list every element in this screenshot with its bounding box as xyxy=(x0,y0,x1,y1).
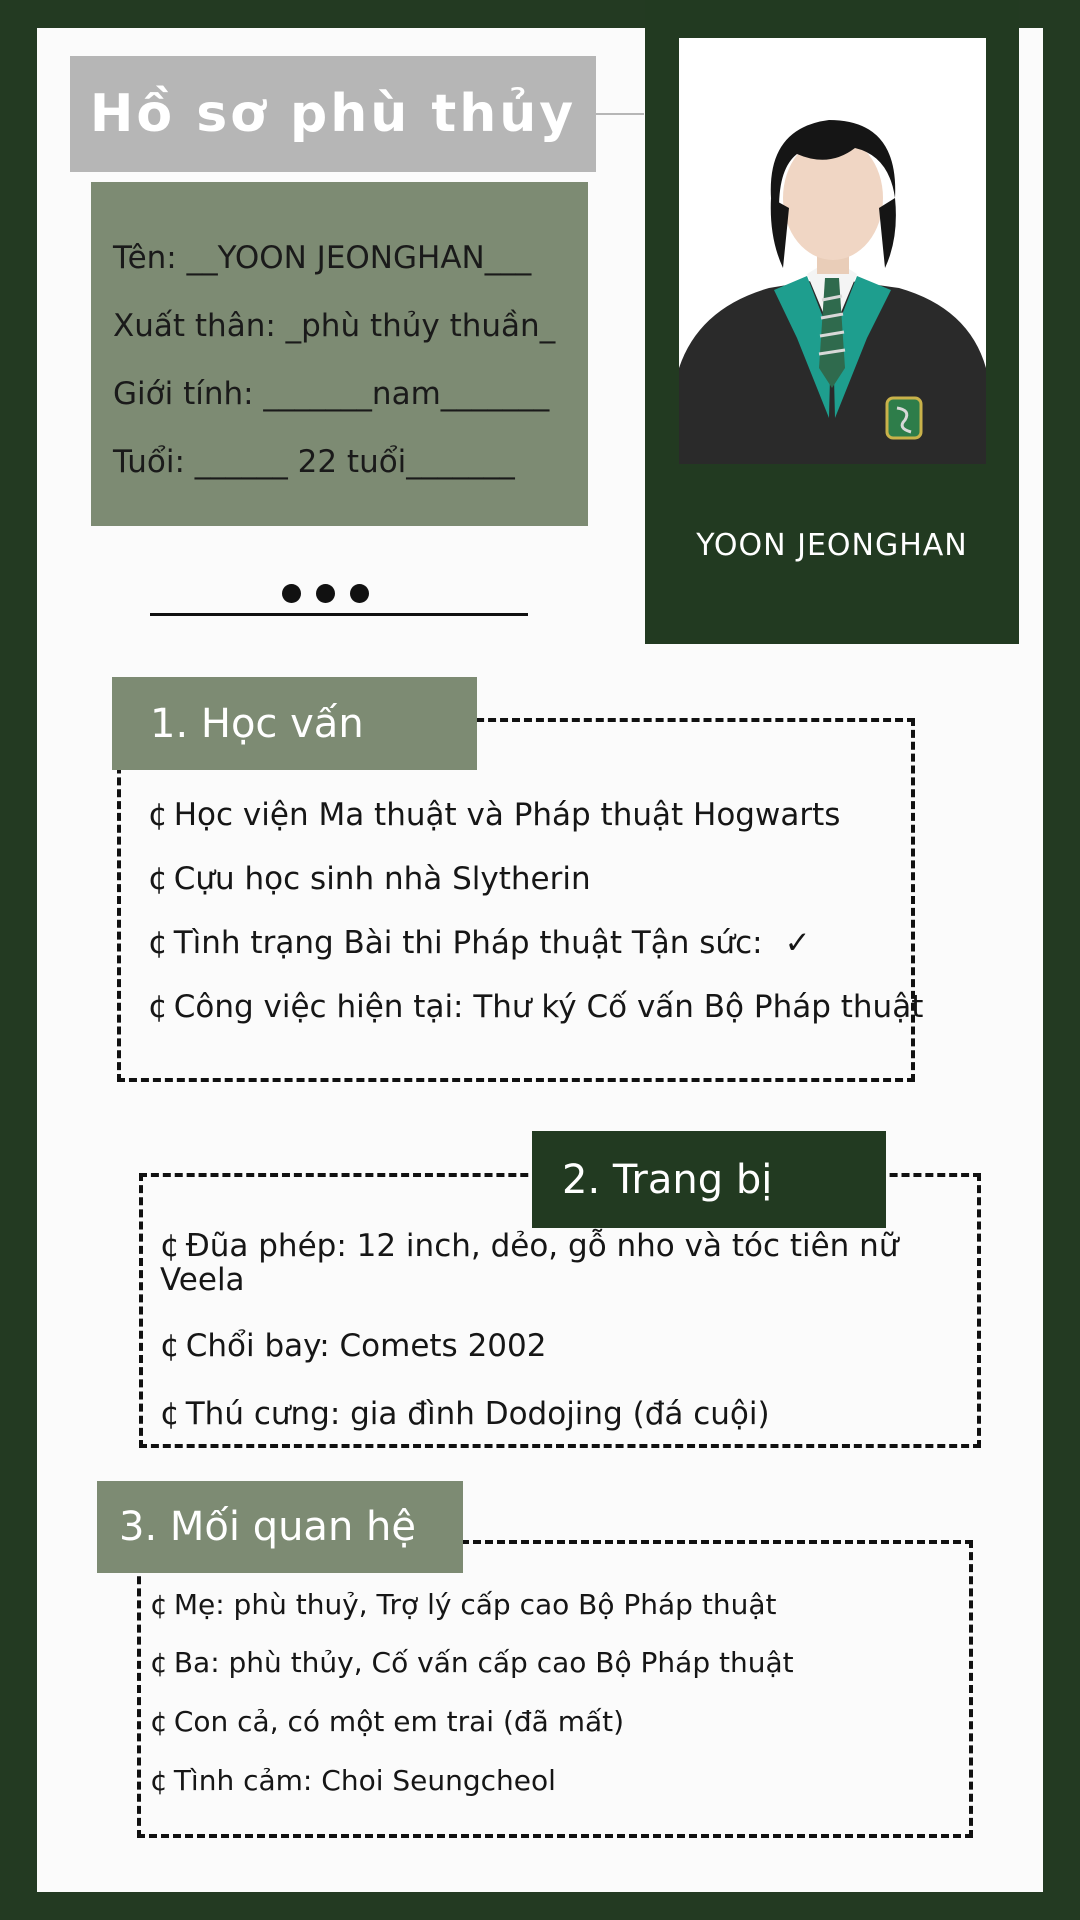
relationships-heading xyxy=(97,1481,463,1573)
relationship-item xyxy=(150,1588,776,1621)
equipment-item-text: Đũa phép: 12 inch, dẻo, gỗ nho và tóc tiên nữ Veela xyxy=(160,1228,899,1298)
title-banner xyxy=(70,56,596,172)
education-item xyxy=(148,797,840,833)
relationship-item xyxy=(150,1705,624,1738)
bullet-glyph: ¢ xyxy=(150,1764,168,1797)
name-field: Tên: __YOON JEONGHAN___ xyxy=(113,240,532,276)
education-item xyxy=(148,989,923,1025)
divider-line xyxy=(150,613,528,616)
profile-info-box xyxy=(91,182,588,526)
age-field: Tuổi: ______ 22 tuổi_______ xyxy=(113,444,515,480)
portrait-photo xyxy=(679,38,986,464)
education-item xyxy=(148,861,591,897)
relationships-heading-text: 3. Mối quan hệ xyxy=(119,1504,416,1550)
gender-field: Giới tính: _______nam_______ xyxy=(113,376,550,412)
education-heading-text: 1. Học vấn xyxy=(150,700,364,747)
photo-card xyxy=(645,0,1019,644)
relationship-item-text: Ba: phù thủy, Cố vấn cấp cao Bộ Pháp thuật xyxy=(173,1646,794,1679)
bullet-glyph: ¢ xyxy=(148,861,168,897)
divider-dot xyxy=(350,584,369,603)
education-box xyxy=(117,718,915,1082)
equipment-item xyxy=(160,1229,940,1297)
bullet-glyph: ¢ xyxy=(160,1228,180,1264)
slytherin-crest xyxy=(887,398,921,438)
equipment-heading-text: 2. Trang bị xyxy=(562,1156,773,1203)
education-heading xyxy=(112,677,477,770)
education-item-text: Cựu học sinh nhà Slytherin xyxy=(173,861,591,897)
bullet-glyph: ¢ xyxy=(150,1705,168,1738)
education-item-text: Học viện Ma thuật và Pháp thuật Hogwarts xyxy=(173,797,841,833)
divider-dot xyxy=(316,584,335,603)
bullet-glyph: ¢ xyxy=(150,1588,168,1621)
education-item-text: Tình trạng Bài thi Pháp thuật Tận sức: xyxy=(173,925,763,961)
bullet-glyph: ¢ xyxy=(148,797,168,833)
photo-caption: YOON JEONGHAN xyxy=(696,528,968,563)
equipment-item xyxy=(160,1328,546,1364)
bullet-glyph: ¢ xyxy=(150,1646,168,1679)
equipment-item-text: Thú cưng: gia đình Dodojing (đá cuội) xyxy=(185,1396,770,1432)
education-item-text: Công việc hiện tại: Thư ký Cố vấn Bộ Pháp thuật xyxy=(173,989,924,1025)
divider-dot xyxy=(282,584,301,603)
page-title: Hồ sơ phù thủy xyxy=(89,84,577,144)
bullet-glyph: ¢ xyxy=(148,989,168,1025)
relationship-item-text: Mẹ: phù thuỷ, Trợ lý cấp cao Bộ Pháp thuật xyxy=(173,1588,777,1621)
check-mark-icon: ✓ xyxy=(784,925,811,961)
relationship-item xyxy=(150,1764,556,1797)
relationship-item xyxy=(150,1646,794,1679)
bullet-glyph: ¢ xyxy=(160,1396,180,1432)
bullet-glyph: ¢ xyxy=(160,1328,180,1364)
relationship-item-text: Con cả, có một em trai (đã mất) xyxy=(173,1705,625,1738)
bullet-glyph: ¢ xyxy=(148,925,168,961)
portrait-illustration xyxy=(679,38,986,464)
equipment-item-text: Chổi bay: Comets 2002 xyxy=(185,1328,547,1364)
relationship-item-text: Tình cảm: Choi Seungcheol xyxy=(173,1764,556,1797)
equipment-heading xyxy=(532,1131,886,1228)
education-item xyxy=(148,925,811,961)
origin-field: Xuất thân: _phù thủy thuần_ xyxy=(113,308,556,344)
equipment-item xyxy=(160,1396,770,1432)
title-connector-line xyxy=(596,113,644,115)
